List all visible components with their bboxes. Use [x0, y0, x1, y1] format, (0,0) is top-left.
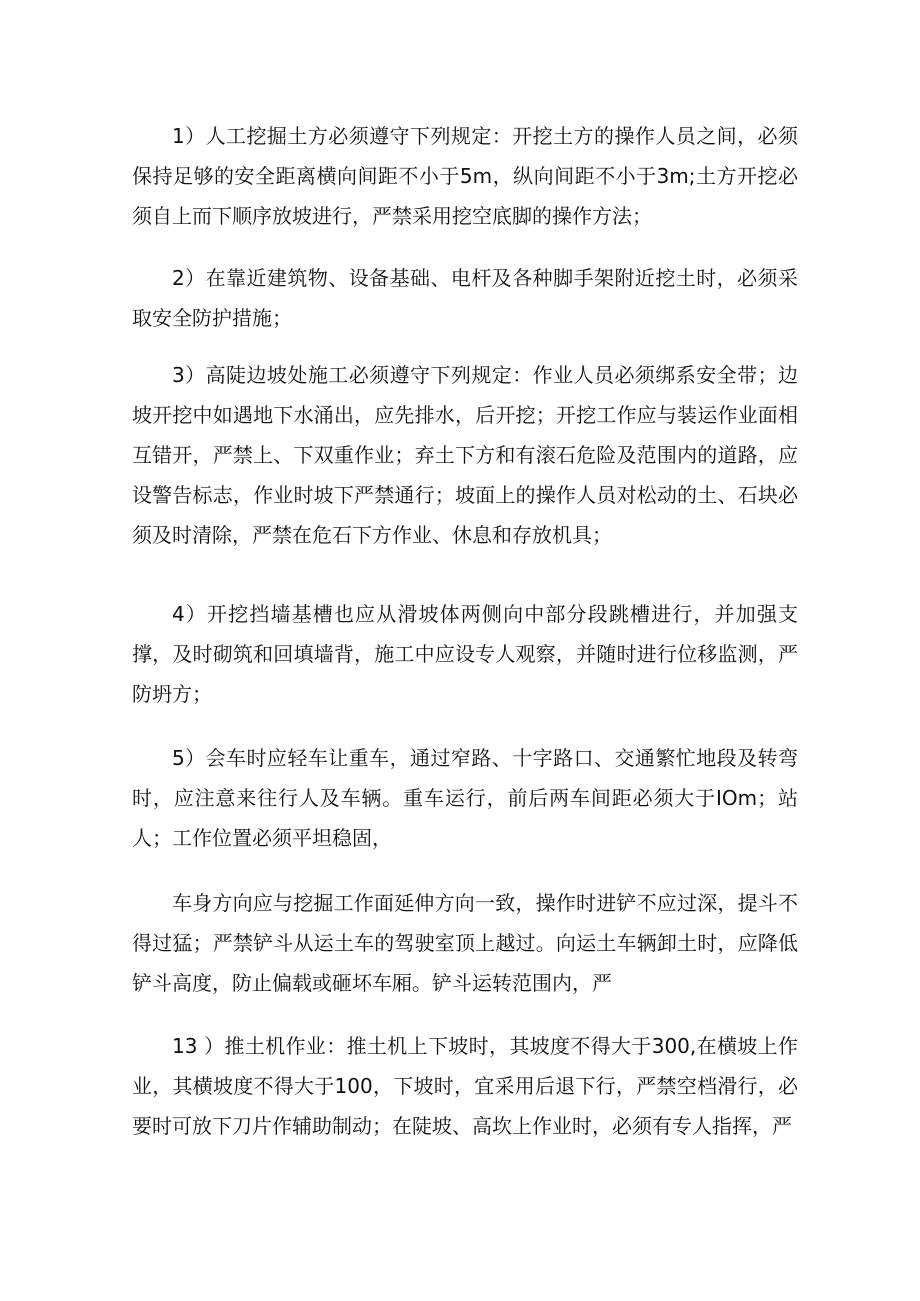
- paragraph-2: 2）在靠近建筑物、设备基础、电杆及各种脚手架附近挖土时，必须采取安全防护措施；: [132, 266, 798, 330]
- paragraph-3: 3）高陡边坡处施工必须遵守下列规定：作业人员必须绑系安全带；边坡开挖中如遇地下水涌出，应先排水，后开挖；开挖工作应与装运作业面相互错开，严禁上、下双重作业；弃土下方和有滚石危险及范围内的道路，应设警告标志，作业时坡下严禁通行；坡面上的操作人员对松动的土、石块必须及时清除，严禁在危石下方作业、休息和存放机具；: [132, 363, 798, 547]
- paragraph-1: 1）人工挖掘土方必须遵守下列规定：开挖土方的操作人员之间，必须保持足够的安全距离横向间距不小于5m，纵向间距不小于3m;土方开挖必须自上而下顺序放坡进行，严禁采用挖空底脚的操作方法；: [132, 124, 798, 228]
- paragraph-5: 5）会车时应轻车让重车，通过窄路、十字路口、交通繁忙地段及转弯时，应注意来往行人及车辆。重车运行，前后两车间距必须大于IOm；站人；工作位置必须平坦稳固，: [132, 746, 798, 850]
- paragraph-4: 4）开挖挡墙基槽也应从滑坡体两侧向中部分段跳槽进行，并加强支撑，及时砌筑和回填墙背，施工中应设专人观察，并随时进行位移监测，严防坍方；: [132, 602, 798, 706]
- paragraph-7: 13 ）推土机作业：推土机上下坡时，其坡度不得大于300,在横坡上作业，其横坡度不得大于100，下坡时，宜采用后退下行，严禁空档滑行，必要时可放下刀片作辅助制动；在陡坡、高坎上作业时，必须有专人指挥，严: [132, 1034, 798, 1138]
- paragraph-6: 车身方向应与挖掘工作面延伸方向一致，操作时进铲不应过深，提斗不得过猛；严禁铲斗从运土车的驾驶室顶上越过。向运土车辆卸土时，应降低铲斗高度，防止偏载或砸坏车厢。铲斗运转范围内，严: [132, 891, 798, 995]
